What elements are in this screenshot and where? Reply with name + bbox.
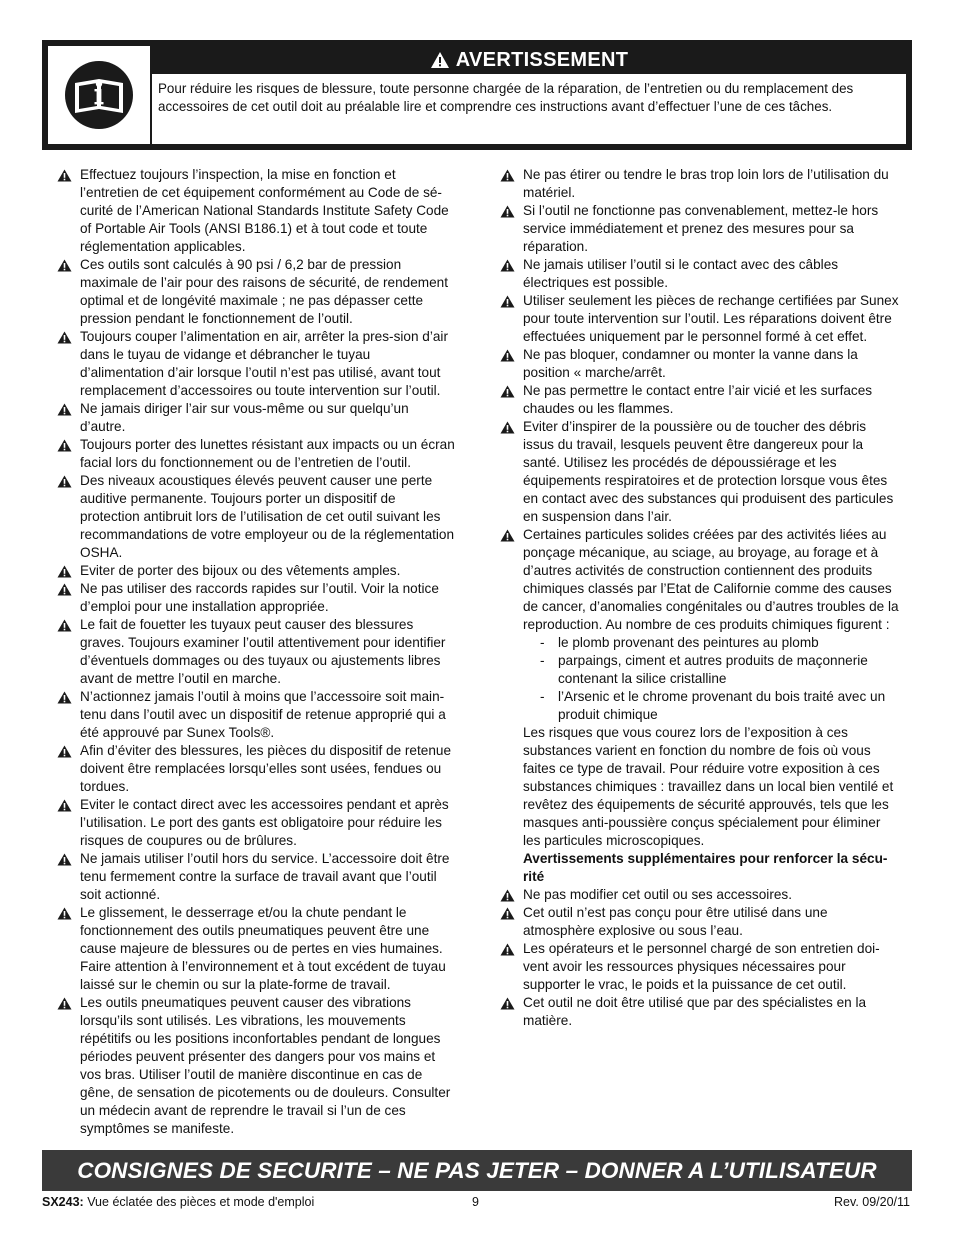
warning-triangle-icon [500,169,515,182]
warning-list-item [57,850,457,904]
warning-list-item-text: Toujours porter des lunettes résistant aux impacts ou un écran facial lors du fonctionnement ou de l’entretien de l’outil. [80,437,455,470]
warning-triangle-icon [500,421,515,434]
chemical-list-item-text: l’Arsenic et le chrome provenant du bois traité avec un produit chimique [558,689,886,722]
warning-triangle-icon [57,691,72,704]
warning-list-item-text: Des niveaux acoustiques élevés peuvent causer une perte auditive permanente. Toujours porter un dispositif de protection antibruit lors de l’utilisation de cet outil suivant les recommandations de votre employeur ou de la réglementation OSHA. [80,473,455,560]
dash-marker: - [540,635,545,650]
warning-triangle-icon [500,943,515,956]
warning-triangle-icon [57,907,72,920]
warning-list-item [57,580,457,616]
warning-list-item [57,436,457,472]
read-manual-icon [63,59,135,131]
warning-triangle-icon [57,259,72,272]
footer-page-number: 9 [472,1195,479,1209]
warning-triangle-icon [57,745,72,758]
warning-list-item-text: Ne pas bloquer, condamner ou monter la vanne dans la position « marche/arrêt. [523,347,858,380]
footer-model: SX243: [42,1195,84,1209]
warning-list-item [500,526,900,634]
chemical-list-item-text: parpaings, ciment et autres produits de maçonnerie contenant la silice cristalline [558,653,868,686]
chemical-list-item-text: le plomb provenant des peintures au plomb [558,635,819,650]
warning-triangle-icon [500,349,515,362]
warning-list-item [57,904,457,994]
warning-list-item [57,796,457,850]
warning-list-item-text: Le glissement, le desserrage et/ou la chute pendant le fonctionnement des outils pneumatiques peuvent être une cause majeure de blessures ou de pertes en vies humaines. Faire attention à l’environnement et à tout excédent de tuyau laissé sur le chemin ou sur la plate-forme de travail. [80,905,446,992]
warning-box-inner [46,44,908,146]
warning-list-item-text: Eviter le contact direct avec les accessoires pendant et après l’utilisation. Le port des gants est obligatoire pour réduire les risques de coupures ou de brûlures. [80,797,449,848]
warning-list-item-text: Cet outil ne doit être utilisé que par des spécialistes en la matière. [523,995,867,1028]
warning-list-item [500,202,900,256]
warning-list-item [57,994,457,1138]
warning-list-item [500,418,900,526]
warning-box [42,40,912,150]
warning-triangle-icon [57,403,72,416]
chemical-list-item [500,652,900,688]
warning-triangle-icon [500,889,515,902]
warning-list-item-text: Ne pas modifier cet outil ou ses accessoires. [523,887,792,902]
warning-list-item [57,166,457,256]
warning-list-item-text: Ne jamais diriger l’air sur vous-même ou sur quelqu’un d’autre. [80,401,409,434]
right-items-b [500,886,900,1030]
warning-list-item-text: Effectuez toujours l’inspection, la mise en fonction et l’entretien de cet équipement conformément au Code de sé-curité de l’American National Standards Institute Safety Code of Portable Air Tools (ANSI B186.1) et à tout code et toute réglementation applicables. [80,167,449,254]
warning-header [152,46,906,74]
warning-list-item [57,742,457,796]
warning-triangle-icon [57,331,72,344]
warning-list-item [500,346,900,382]
dash-marker: - [540,653,545,668]
warning-list-item [57,616,457,688]
warning-triangle-icon [500,205,515,218]
warning-list-item-text: Le fait de fouetter les tuyaux peut causer des blessures graves. Toujours examiner l’outil attentivement pour identifier d’éventuels dommages ou des tuyaux ou ajustements libres avant de mettre l’outil en marche. [80,617,446,686]
warning-list-item [500,166,900,202]
warning-triangle-icon [57,619,72,632]
warning-list-item-text: Ne jamais utiliser l’outil hors du service. L’accessoire doit être tenu fermement contre la surface de travail avant que l’outil soit actionné. [80,851,450,902]
warning-list-item [500,994,900,1030]
warning-list-item [57,256,457,328]
warning-list-item-text: Si l’outil ne fonctionne pas convenablement, mettez-le hors service immédiatement et prenez des mesures pour sa réparation. [523,203,879,254]
warning-list-item [57,400,457,436]
exposure-paragraph: Les risques que vous courez lors de l’exposition à ces substances varient en fonction du nombre de fois où vous faites ce type de travail. Pour réduire votre exposition à ces substances chimiques : travaillez dans un local bien ventilé et revêtez des équipements de sécurité approuvés, tels que les masques anti-poussière conçus spécialement pour éliminer les particules microscopiques. [523,725,894,848]
right-column [500,166,900,1030]
warning-list-item-text: Ne pas permettre le contact entre l’air vicié et les surfaces chaudes ou les flammes. [523,383,873,416]
warning-list-item-text: N’actionnez jamais l’outil à moins que l’accessoire soit main-tenu dans l’outil avec un dispositif de retenue approprié qui a été approuvé par Sunex Tools®. [80,689,446,740]
warning-list-item [500,256,900,292]
warning-triangle-icon [500,529,515,542]
warning-triangle-icon [57,799,72,812]
warning-triangle-icon [57,439,72,452]
warning-list-item-text: Les opérateurs et le personnel chargé de son entretien doi-vent avoir les ressources physiques nécessaires pour supporter le vrac, le poids et la puissance de cet outil. [523,941,880,992]
warning-triangle-icon [500,997,515,1010]
page-footer [42,1192,912,1212]
warning-list-item [57,328,457,400]
dash-marker: - [540,689,545,704]
right-items-a [500,166,900,634]
warning-triangle-icon [500,385,515,398]
warning-triangle-icon [57,475,72,488]
warning-triangle-icon [500,259,515,272]
warning-triangle-icon [57,169,72,182]
footer-left [42,1194,314,1210]
warning-list-item [57,472,457,562]
chemical-list [500,634,900,724]
footer-doc-title: Vue éclatée des pièces et mode d'emploi [87,1195,315,1209]
warning-list-item-text: Cet outil n’est pas conçu pour être utilisé dans une atmosphère explosive ou sous l’eau. [523,905,828,938]
warning-list-item-text: Utiliser seulement les pièces de rechange certifiées par Sunex pour toute intervention sur l’outil. Les réparations doivent être effectuées uniquement par le personnel formé à cet effet. [523,293,899,344]
warning-triangle-icon [57,997,72,1010]
manual-icon-cell [48,46,152,144]
warning-list-item [500,382,900,418]
warning-triangle-icon [500,295,515,308]
warning-list-item-text: Ne pas étirer ou tendre le bras trop loin lors de l’utilisation du matériel. [523,167,889,200]
footer-revision: Rev. 09/20/11 [834,1195,910,1209]
warning-list-item [500,940,900,994]
warning-list-item [57,562,457,580]
warning-triangle-icon [57,853,72,866]
warning-list-item [500,886,900,904]
warning-list-item [500,904,900,940]
left-column [57,166,457,1138]
warning-list-item-text: Les outils pneumatiques peuvent causer des vibrations lorsqu’ils sont utilisés. Les vibrations, les mouvements répétitifs ou les positions inconfortables pendant de longues périodes peuvent présenter des dangers pour vos mains et vos bras. Utiliser l’outil de manière discontinue en cas de gêne, de sensation de picotements ou de douleurs. Consulter un médecin avant de reprendre le travail si l’un de ces symptômes se manifeste. [80,995,451,1136]
warning-list-item-text: Toujours couper l’alimentation en air, arrêter la pres-sion d’air dans le tuyau de vidange et débrancher le tuyau d’alimentation d’air lorsque l’outil n’est pas utilisé, avant tout remplacement d’accessoires ou toute intervention sur l’outil. [80,329,448,398]
warning-text: Pour réduire les risques de blessure, toute personne chargée de la réparation, de l’entretien ou du remplacement des accessoires de cet outil doit au préalable lire et comprendre ces instructions avant d’effectuer l’une de ces tâches. [158,81,854,114]
warning-triangle-icon [57,565,72,578]
warning-list-item-text: Afin d’éviter des blessures, les pièces du dispositif de retenue doivent être remplacées lorsqu’elles sont usées, fendues ou tordues. [80,743,452,794]
warning-list-item-text: Ces outils sont calculés à 90 psi / 6,2 bar de pression maximale de l’air pour des raisons de sécurité, de rendement optimal et de longévité maximale ; ne pas dépasser cette pression pendant le fonctionnement de l’outil. [80,257,448,326]
warning-triangle-icon [57,583,72,596]
warning-triangle-icon [500,907,515,920]
warning-list-item-text: Eviter de porter des bijoux ou des vêtements amples. [80,563,401,578]
warning-list-item-text: Eviter d’inspirer de la poussière ou de toucher des débris issus du travail, lesquels peuvent être dangereux pour la santé. Utilisez les procédés de dépoussiérage et les équipements respiratoires et de protection lorsque vous êtes en contact avec des substances qui produisent des particules en suspension dans l’air. [523,419,894,524]
warning-list-item [500,292,900,346]
warning-list-item-text: Ne pas utiliser des raccords rapides sur l’outil. Voir la notice d’emploi pour une installation appropriée. [80,581,439,614]
safety-banner: CONSIGNES DE SECURITE – NE PAS JETER – DONNER A L’UTILISATEUR [42,1150,912,1191]
warning-list-item-text: Certaines particules solides créées par des activités liées au ponçage mécanique, au sciage, au broyage, au forage et à d’autres activités de construction contiennent des produits chimiques classés par l’Etat de Californie comme des causes de cancer, d’anomalies congénitales ou d’autres troubles de la reproduction. Au nombre de ces produits chimiques figurent : [523,527,899,632]
chemical-list-item [500,688,900,724]
warning-title: AVERTISSEMENT [455,48,629,71]
warning-list-item [57,688,457,742]
additional-warnings-heading: Avertissements supplémentaires pour renforcer la sécu-rité [523,851,888,884]
warning-triangle-icon [430,51,450,69]
warning-list-item-text: Ne jamais utiliser l’outil si le contact avec des câbles électriques est possible. [523,257,839,290]
chemical-list-item [500,634,900,652]
